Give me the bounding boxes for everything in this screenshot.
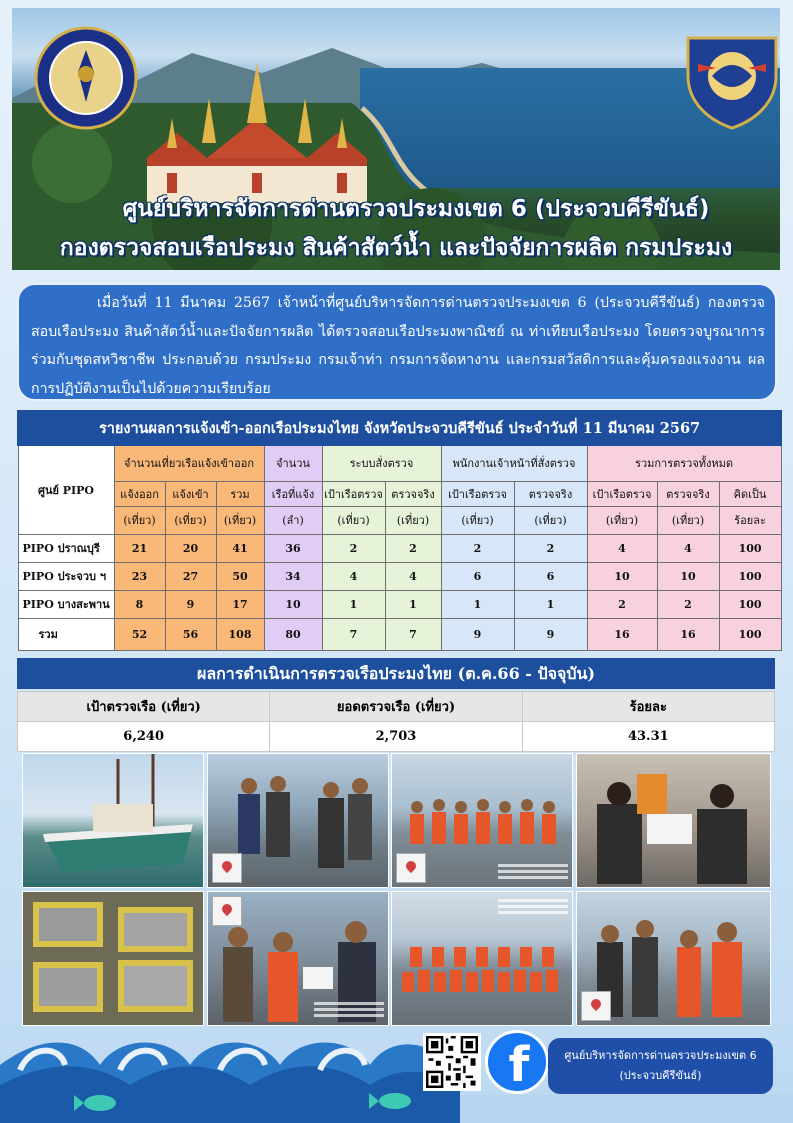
cell-out: 52 [114,618,165,650]
timestamp-overlay [498,861,568,883]
summary-value-target: 6,240 [18,722,270,752]
cell-tot-actual: 2 [657,590,719,618]
cell-sum: 50 [216,562,264,590]
cell-sys-actual: 7 [385,618,441,650]
qr-code-icon[interactable] [423,1033,481,1091]
col-group-order: ระบบสั่งตรวจ [322,445,441,481]
col-group-total: รวมการตรวจทั้งหมด [587,445,781,481]
cell-percent: 100 [719,618,781,650]
col-vessels: เรือที่แจ้ง [264,481,322,506]
photo-document-check [576,753,771,888]
cell-vessels: 36 [264,534,322,562]
unit-tot-target: (เที่ยว) [587,506,657,534]
table-row [18,562,781,590]
page-subtitle: กองตรวจสอบเรือประมง สินค้าสัตว์น้ำ และปัจจัยการผลิต กรมประมง [59,235,733,261]
cell-staff-target: 9 [441,618,514,650]
col-group-staff: พนักงานเจ้าหน้าที่สั่งตรวจ [441,445,587,481]
cell-vessels: 34 [264,562,322,590]
department-of-fisheries-logo [32,24,140,132]
unit-vessels: (ลำ) [264,506,322,534]
intro-panel [17,283,777,401]
header-banner [12,8,780,270]
photo-fish-catch [22,891,204,1026]
cell-tot-target: 16 [587,618,657,650]
row-name: PIPO ประจวบ ฯ [18,562,114,590]
cell-percent: 100 [719,590,781,618]
cell-staff-actual: 6 [514,562,587,590]
col-percent-1: คิดเป็น [719,481,781,506]
table-row [18,534,781,562]
col-out: แจ้งออก [114,481,165,506]
cell-staff-actual: 1 [514,590,587,618]
unit-sys-target: (เที่ยว) [322,506,385,534]
cell-staff-actual: 9 [514,618,587,650]
cell-in: 56 [165,618,216,650]
cell-staff-target: 1 [441,590,514,618]
summary-table [17,691,775,752]
map-pin-icon [212,853,242,883]
cell-sys-target: 1 [322,590,385,618]
facebook-icon[interactable]: f [485,1030,549,1094]
footer-contact [548,1038,773,1094]
col-staff-target: เป้าเรือตรวจ [441,481,514,506]
cell-tot-actual: 10 [657,562,719,590]
cell-sys-target: 4 [322,562,385,590]
row-name: PIPO ปราณบุรี [18,534,114,562]
photo-crew-group [391,891,573,1026]
summary-header-inspected: ยอดตรวจเรือ (เที่ยว) [270,692,522,722]
cell-sys-actual: 1 [385,590,441,618]
cell-in: 20 [165,534,216,562]
col-group-count: จำนวน [264,445,322,481]
cell-sum: 17 [216,590,264,618]
cell-sys-actual: 2 [385,534,441,562]
cell-sys-target: 7 [322,618,385,650]
fishery-inspection-logo [678,24,780,132]
cell-out: 21 [114,534,165,562]
photo-inspection-team-1 [207,753,389,888]
cell-vessels: 10 [264,590,322,618]
cell-percent: 100 [719,534,781,562]
intro-text: เมื่อวันที่ 11 มีนาคม 2567 เจ้าหน้าที่ศูนย์บริหารจัดการด่านตรวจประมงเขต 6 (ประจวบคีรีขันธ์) กองตรวจสอบเรือประมง สินค้าสัตว์น้ำและปัจจัยการผลิต ได้ตรวจสอบเรือประมงพาณิชย์ ณ ท่าเทียบเรือประมง โดยตรวจบูรณาการร่วมกับชุดสหวิชาชีพ ประกอบด้วย กรมประมง กรมเจ้าท่า กรมการจัดหางาน และกรมสวัสดิการและคุ้มครองแรงงาน ผลการปฏิบัติงานเป็นไปด้วยความเรียบร้อย [31,295,765,397]
col-staff-actual: ตรวจจริง [514,481,587,506]
cell-tot-target: 2 [587,590,657,618]
summary-value-inspected: 2,703 [270,722,522,752]
cell-out: 8 [114,590,165,618]
cell-sum: 41 [216,534,264,562]
col-in: แจ้งเข้า [165,481,216,506]
summary-value-percent: 43.31 [522,722,774,752]
cell-staff-target: 6 [441,562,514,590]
cell-tot-target: 10 [587,562,657,590]
table-total-row [18,618,781,650]
report-table [17,410,782,651]
cell-vessels: 80 [264,618,322,650]
summary-title: ผลการดำเนินการตรวจเรือประมงไทย (ต.ค.66 - ปัจจุบัน) [17,658,775,689]
report-title: รายงานผลการแจ้งเข้า-ออกเรือประมงไทย จังหวัดประจวบคีรีขันธ์ ประจำวันที่ 11 มีนาคม 2567 [18,411,781,445]
cell-tot-actual: 4 [657,534,719,562]
temple-illustration [107,63,407,208]
summary-header-target: เป้าตรวจเรือ (เที่ยว) [18,692,270,722]
timestamp-overlay [498,896,568,918]
footer-line-2: (ประจวบคีรีขันธ์) [619,1069,702,1082]
table-row [18,590,781,618]
unit-in: (เที่ยว) [165,506,216,534]
row-name: PIPO บางสะพาน [18,590,114,618]
cell-in: 9 [165,590,216,618]
page-title: ศูนย์บริหารจัดการด่านตรวจประมงเขต 6 (ประจวบคีรีขันธ์) [122,196,710,222]
col-sys-target: เป้าเรือตรวจ [322,481,385,506]
cell-sys-target: 2 [322,534,385,562]
unit-staff-actual: (เที่ยว) [514,506,587,534]
col-tot-target: เป้าเรือตรวจ [587,481,657,506]
cell-percent: 100 [719,562,781,590]
cell-sum: 108 [216,618,264,650]
cell-staff-actual: 2 [514,534,587,562]
unit-staff-target: (เที่ยว) [441,506,514,534]
cell-tot-target: 4 [587,534,657,562]
unit-sys-actual: (เที่ยว) [385,506,441,534]
cell-sys-actual: 4 [385,562,441,590]
map-pin-icon [581,991,611,1021]
col-percent-2: ร้อยละ [719,506,781,534]
cell-tot-actual: 16 [657,618,719,650]
row-name: รวม [18,618,114,650]
col-sum: รวม [216,481,264,506]
timestamp-overlay [314,999,384,1021]
col-tot-actual: ตรวจจริง [657,481,719,506]
cell-staff-target: 2 [441,534,514,562]
map-pin-icon [212,896,242,926]
unit-sum: (เที่ยว) [216,506,264,534]
cell-in: 27 [165,562,216,590]
photo-fishing-boat [22,753,204,888]
footer-line-1: ศูนย์บริหารจัดการด่านตรวจประมงเขต 6 [564,1049,757,1062]
unit-out: (เที่ยว) [114,506,165,534]
photo-crew-lineup [391,753,573,888]
cell-out: 23 [114,562,165,590]
photo-pier-inspection [576,891,771,1026]
photo-inspection-team-2 [207,891,389,1026]
col-group-trips: จำนวนเที่ยวเรือแจ้งเข้าออก [114,445,264,481]
unit-tot-actual: (เที่ยว) [657,506,719,534]
col-sys-actual: ตรวจจริง [385,481,441,506]
map-pin-icon [396,853,426,883]
summary-header-percent: ร้อยละ [522,692,774,722]
col-center-header: ศูนย์ PIPO [18,445,114,534]
